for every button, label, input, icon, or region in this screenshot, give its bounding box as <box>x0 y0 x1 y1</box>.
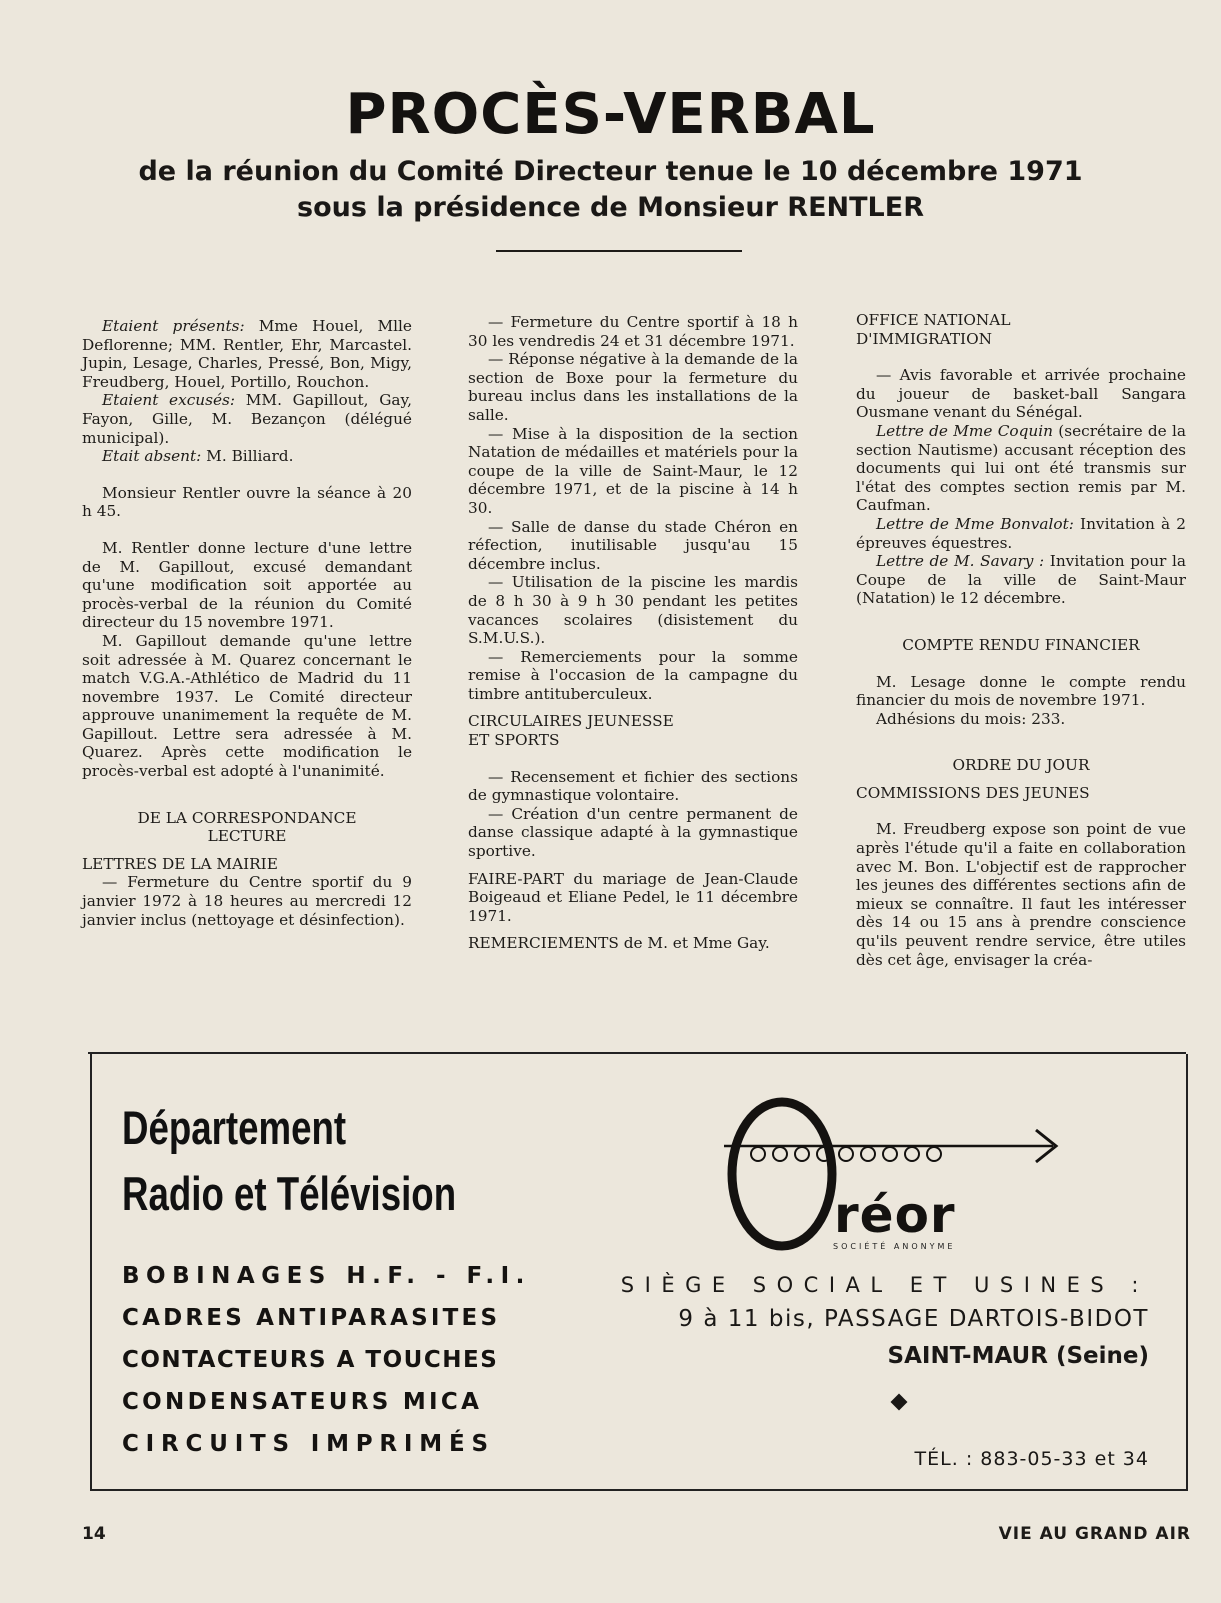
list-item: — Recensement et fichier des sections de gymnastique volontaire. <box>468 767 798 805</box>
section-heading-ordre: ORDRE DU JOUR <box>952 756 1090 775</box>
ad-telephone: TÉL. : 883-05-33 et 34 <box>914 1448 1149 1470</box>
ad-heading-radio: Radio et Télévision <box>122 1167 457 1220</box>
paragraph-compte: M. Lesage donne le compte rendu financier du mois de novembre 1971. <box>856 672 1186 710</box>
paragraph-reading: M. Rentler donne lecture d'une lettre de M. Gapillout, excusé demandant qu'une modification soit apportée au procès-verbal de la réunion du Comité directeur du 15 novembre 1971. <box>82 538 412 632</box>
paragraph-adhesions: Adhésions du mois: 233. <box>876 709 1066 728</box>
list-item: — Réponse négative à la demande de la section de Boxe pour la fermeture du bureau inclus dans les installations de la salle. <box>468 350 798 424</box>
paragraph-opening: Monsieur Rentler ouvre la séance à 20 h 45. <box>82 483 412 521</box>
list-item: — Mise à la disposition de la section Natation de médailles et matériels pour la coupe de la ville de Saint-Maur, le 12 décembre 1971, et de la piscine à 14 h 30. <box>468 424 798 517</box>
attendance-absent: Etait absent: M. Billiard. <box>102 447 294 466</box>
magazine-name: VIE AU GRAND AIR <box>998 1524 1191 1544</box>
ad-product-list <box>122 1255 531 1465</box>
letter-coquin: Lettre de Mme Coquin (secrétaire de la section Nautisme) accusant réception des documents qui lui ont été transmis sur l'état des comptes section remis par M. Caufman. <box>856 421 1186 515</box>
section-heading-correspondence: DE LA CORRESPONDANCE <box>137 808 357 827</box>
presents-label: Etaient présents: <box>102 317 245 335</box>
ad-heading-department: Département <box>122 1101 347 1154</box>
letter-bonvalot: Lettre de Mme Bonvalot: Invitation à 2 épreuves équestres. <box>856 514 1186 552</box>
list-item: — Fermeture du Centre sportif à 18 h 30 les vendredis 24 et 31 décembre 1971. <box>468 313 798 350</box>
text-column-1 <box>82 317 412 929</box>
paragraph-mairie: — Fermeture du Centre sportif du 9 janvier 1972 à 18 heures au mercredi 12 janvier inclus (nettoyage et désinfection). <box>82 873 412 929</box>
brand-name: réor <box>834 1186 956 1244</box>
section-heading-commissions: COMMISSIONS DES JEUNES <box>856 783 1090 802</box>
section-heading-compte: COMPTE RENDU FINANCIER <box>902 635 1140 654</box>
list-item: — Remerciements pour la somme remise à l'occasion de la campagne du timbre antituberculeux. <box>468 647 798 703</box>
brand-subtitle: SOCIÉTÉ ANONYME <box>833 1242 956 1251</box>
section-heading-lecture: LECTURE <box>207 827 287 846</box>
text-column-3 <box>856 311 1186 969</box>
ad-product: CONDENSATEURS MICA <box>122 1389 483 1415</box>
attendance-excused: Etaient excusés: MM. Gapillout, Gay, Fayon, Gille, M. Bezançon (délégué municipal). <box>82 391 413 447</box>
attendance-present: Etaient présents: Mme Houel, Mlle Deflorenne; MM. Rentler, Ehr, Marcastel. Jupin, Lesage, Charles, Pressé, Bon, Migy, Freudberg, Houel, Portillo, Rouchon. <box>82 317 412 391</box>
section-heading-circulaires: CIRCULAIRES JEUNESSE <box>468 712 674 731</box>
ad-address-city: SAINT-MAUR (Seine) <box>887 1343 1149 1369</box>
ad-product: CONTACTEURS A TOUCHES <box>122 1347 499 1373</box>
list-item: — Création d'un centre permanent de danse classique adapté à la gymnastique sportive. <box>468 804 798 861</box>
excuses-label: Etaient excusés: <box>102 391 236 410</box>
section-heading-office: OFFICE NATIONAL <box>856 311 1011 329</box>
absent-label: Etait absent: <box>102 447 202 466</box>
list-item: — Avis favorable et arrivée prochaine du joueur de basket-ball Sangara Ousmane venant du Sénégal. <box>856 366 1186 422</box>
ad-address-street: 9 à 11 bis, PASSAGE DARTOIS-BIDOT <box>678 1306 1149 1332</box>
list-item: — Salle de danse du stade Chéron en réfection, inutilisable jusqu'au 15 décembre inclus. <box>468 517 798 573</box>
page-number: 14 <box>82 1524 106 1544</box>
ad-product: BOBINAGES H.F. - F.I. <box>122 1263 531 1289</box>
ad-product: CIRCUITS IMPRIMÉS <box>122 1431 495 1457</box>
section-heading-mairie: LETTRES DE LA MAIRIE <box>82 854 278 873</box>
text-column-2 <box>468 313 798 953</box>
page-subtitle-line2: sous la présidence de Monsieur RENTLER <box>297 192 924 223</box>
list-item: — Utilisation de la piscine les mardis de 8 h 30 à 9 h 30 pendant les petites vacances scolaires (disistement du S.M.U.S.). <box>468 573 798 648</box>
section-heading-sports: ET SPORTS <box>468 731 560 750</box>
paragraph-request: M. Gapillout demande qu'une lettre soit adressée à M. Quarez concernant le match V.G.A.-Athlético de Madrid du 11 novembre 1937. Le Comité directeur approuve unanimement la requête de M. Gapillout. Lettre sera adressée à M. Quarez. Après cette modification le procès-verbal est adopté à l'unanimité. <box>82 631 412 781</box>
section-heading-immigration: D'IMMIGRATION <box>856 329 992 348</box>
ad-product: CADRES ANTIPARASITES <box>122 1305 501 1331</box>
page-subtitle-line1: de la réunion du Comité Directeur tenue le 10 décembre 1971 <box>138 156 1083 187</box>
paragraph-faire-part: FAIRE-PART du mariage de Jean-Claude Boigeaud et Eliane Pedel, le 11 décembre 1971. <box>468 869 798 925</box>
paragraph-freudberg: M. Freudberg expose son point de vue après l'étude qu'il a faite en collaboration avec M. Bon. L'objectif est de rapprocher les jeunes des différentes sections afin de mieux se connaître. Il faut les intéresser dès 14 ou 15 ans à prendre conscience qu'ils peuvent rendre service, être utiles dès cet âge, envisager la créa- <box>856 820 1186 969</box>
letter-savary: Lettre de M. Savary : Invitation pour la Coupe de la ville de Saint-Maur (Natation) le 12 décembre. <box>856 552 1186 608</box>
title-divider <box>496 250 742 252</box>
ad-address-heading: SIÈGE SOCIAL ET USINES : <box>620 1273 1149 1297</box>
page-title: PROCÈS-VERBAL <box>345 82 876 147</box>
paragraph-remerciements: REMERCIEMENTS de M. et Mme Gay. <box>468 934 770 953</box>
